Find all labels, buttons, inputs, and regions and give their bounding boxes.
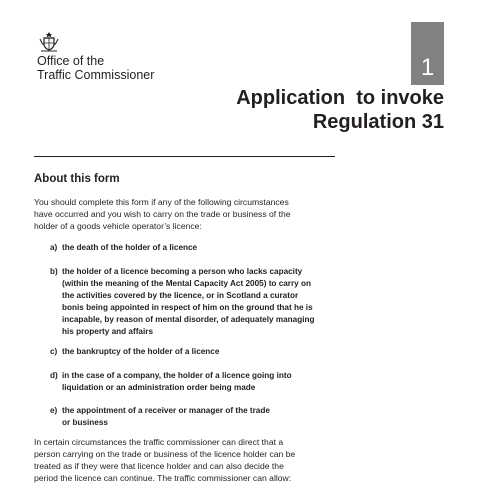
outro-line: person carrying on the trade or business of the licence holder can be [34,449,296,459]
item-line: his property and affairs [62,327,153,336]
intro-paragraph [34,196,334,232]
organisation-name [37,54,154,82]
intro-line: holder of a goods vehicle operator’s licence: [34,221,202,231]
outro-line: treated as if they were that licence holder and can also decide the [34,461,284,471]
item-line: incapable, by reason of mental disorder, of adequately managing [62,315,315,324]
outro-paragraph [34,436,334,484]
item-letter: b) [50,267,58,276]
item-letter: e) [50,406,58,415]
title-line: Application to invoke [236,87,444,109]
item-line: liquidation or an administration order being made [62,383,256,392]
outro-line: period the licence can continue. The traffic commissioner can allow: [34,473,292,483]
item-line: the activities covered by the licence, or in Scotland a curator [62,291,299,300]
item-line: the appointment of a receiver or manager of the trade [62,406,270,415]
divider [34,156,335,157]
intro-line: have occurred and you wish to carry on the trade or business of the [34,209,291,219]
org-line: Office of the [37,54,105,68]
org-line: Traffic Commissioner [37,68,155,82]
intro-line: You should complete this form if any of the following circumstances [34,197,289,207]
item-letter: c) [50,347,58,356]
royal-coat-of-arms-icon [37,30,61,54]
form-number-badge [411,22,444,85]
item-line: the death of the holder of a licence [62,243,198,252]
item-line: (within the meaning of the Mental Capacity Act 2005) to carry on [62,279,312,288]
item-line: the bankruptcy of the holder of a licence [62,347,220,356]
item-line: bonis being appointed in respect of him on the ground that he is [62,303,313,312]
item-letter: d) [50,371,58,380]
page-title [236,86,444,134]
item-line: the holder of a licence becoming a person who lacks capacity [62,267,303,276]
item-line: or business [62,418,108,427]
item-letter: a) [50,243,58,252]
title-line: Regulation 31 [312,111,444,133]
item-line: in the case of a company, the holder of a licence going into [62,371,292,380]
section-heading: About this form [34,173,120,185]
form-number: 1 [420,54,435,81]
outro-line: In certain circumstances the traffic commissioner can direct that a [34,437,284,447]
